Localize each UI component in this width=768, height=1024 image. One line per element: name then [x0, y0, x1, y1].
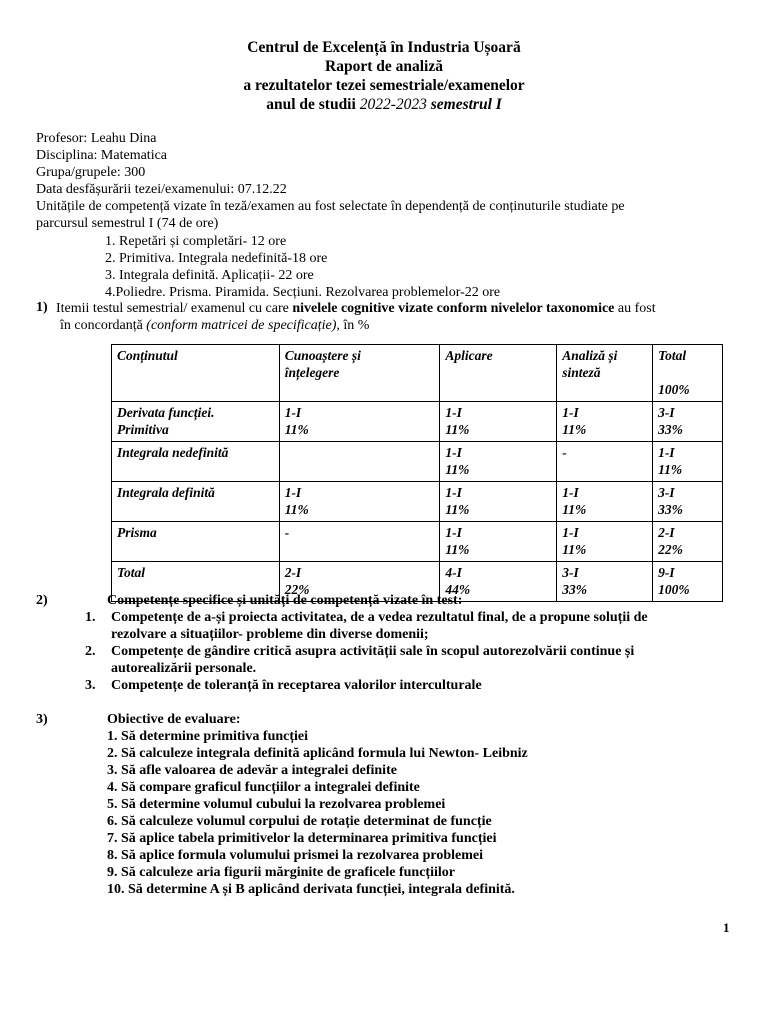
topic-item: 2. Primitiva. Integrala nedefinită-18 ore	[105, 251, 328, 266]
semester: semestrul I	[430, 96, 502, 113]
header-cell: Aplicare	[440, 345, 557, 402]
table-cell: 1-I 11%	[557, 402, 653, 442]
topic-item: 4.Poliedre. Prisma. Piramida. Secțiuni. Rezolvarea problemelor-22 ore	[105, 285, 501, 300]
table-cell: Prisma	[112, 522, 280, 562]
objective-item: 4. Să compare graficul funcțiilor a integralei definite	[107, 780, 420, 795]
table-cell: 1-I 11%	[440, 522, 557, 562]
table-cell: Total	[112, 562, 280, 602]
table-cell: 2-I 22%	[279, 562, 440, 602]
table-cell: 1-I 11%	[279, 482, 440, 522]
competence-item: Competențe de a-și proiecta activitatea, de a vedea rezultatul final, de a propune soluții de	[111, 610, 648, 625]
section-1-line1: Itemii testul semestrial/ examenul cu care nivelele cognitive vizate conform nivelelor taxonomice au fost	[56, 301, 656, 316]
table-cell: 1-I 11%	[557, 482, 653, 522]
table-cell: -	[279, 522, 440, 562]
table-cell: Integrala definită	[112, 482, 280, 522]
group: Grupa/grupele: 300	[36, 165, 146, 180]
section-1-number: 1)	[36, 300, 48, 315]
table-cell: 3-I 33%	[557, 562, 653, 602]
table-row	[112, 402, 723, 442]
competence-item: Competențe de toleranță în receptarea valorilor interculturale	[111, 678, 482, 693]
professor: Profesor: Leahu Dina	[36, 131, 157, 146]
objective-item: 8. Să aplice formula volumului prismei la rezolvarea problemei	[107, 848, 484, 863]
competence-item-cont: rezolvare a situațiilor- probleme din diverse domenii;	[111, 627, 429, 642]
objective-item: 9. Să calculeze aria figurii mărginite de graficele funcțiilor	[107, 865, 455, 880]
table-cell: Integrala nedefinită	[112, 442, 280, 482]
page-number: 1	[723, 920, 730, 935]
objective-item: 10. Să determine A și B aplicând derivata funcției, integrala definită.	[107, 882, 515, 897]
header-cell: Conținutul	[112, 345, 280, 402]
years: 2022-2023	[359, 96, 431, 113]
competence-item: Competențe de gândire critică asupra activității sale în scopul autorezolvării continue și	[111, 644, 635, 659]
section-3-heading: Obiective de evaluare:	[107, 712, 241, 727]
objective-item: 1. Să determine primitiva funcției	[107, 729, 309, 744]
table-row	[112, 442, 723, 482]
section-2-heading: Competențe specifice și unități de competență vizate în test:	[107, 593, 463, 608]
table-cell: 1-I 11%	[653, 442, 723, 482]
table-cell: 1-I 11%	[440, 442, 557, 482]
topic-item: 1. Repetări și completări- 12 ore	[105, 234, 287, 249]
table-cell	[279, 442, 440, 482]
list-number: 3.	[85, 678, 96, 693]
topic-item: 3. Integrala definită. Aplicații- 22 ore	[105, 268, 314, 283]
table-cell: 1-I 11%	[557, 522, 653, 562]
objective-item: 7. Să aplice tabela primitivelor la determinarea primitiva funcției	[107, 831, 497, 846]
objective-item: 6. Să calculeze volumul corpului de rotație determinat de funcție	[107, 814, 492, 829]
section-3-number: 3)	[36, 712, 48, 727]
table-cell: 3-I 33%	[653, 402, 723, 442]
section-1-line2: în concordanță (conform matricei de specificație), în %	[60, 318, 370, 333]
list-number: 1.	[85, 610, 96, 625]
units-intro-line2: parcursul semestrul I (74 de ore)	[36, 216, 219, 231]
header-cell: Total 100%	[653, 345, 723, 402]
table-cell: 3-I 33%	[653, 482, 723, 522]
table-cell: 4-I 44%	[440, 562, 557, 602]
exam-date: Data desfășurării tezei/examenului: 07.12.22	[36, 182, 287, 197]
table-row	[112, 522, 723, 562]
objective-item: 5. Să determine volumul cubului la rezolvarea problemei	[107, 797, 446, 812]
competence-item-cont: autorealizării personale.	[111, 661, 257, 676]
table-cell: Derivata funcției. Primitiva	[112, 402, 280, 442]
list-number: 2.	[85, 644, 96, 659]
header-cell: Analiză și sinteză	[557, 345, 653, 402]
objective-item: 2. Să calculeze integrala definită aplicând formula lui Newton- Leibniz	[107, 746, 528, 761]
units-intro-line1: Unitățile de competență vizate în teză/examen au fost selectate în dependență de conținuturile studiate pe	[36, 199, 625, 214]
table-row	[112, 482, 723, 522]
discipline: Disciplina: Matematica	[36, 148, 168, 163]
section-2-number: 2)	[36, 593, 48, 608]
table-cell: 1-I 11%	[440, 482, 557, 522]
table-cell: 1-I 11%	[440, 402, 557, 442]
table-cell: 1-I 11%	[279, 402, 440, 442]
institution-title: Centrul de Excelență în Industria Ușoară	[247, 39, 521, 56]
table-header-row	[112, 345, 723, 402]
header-cell: Cunoaștere și înțelegere	[279, 345, 440, 402]
table-cell: -	[557, 442, 653, 482]
report-subtitle: a rezultatelor tezei semestriale/examenelor	[243, 77, 525, 94]
table-cell: 2-I 22%	[653, 522, 723, 562]
year-line: anul de studii 2022-2023 semestrul I	[266, 96, 502, 113]
report-title: Raport de analiză	[325, 58, 443, 75]
table-cell: 9-I 100%	[653, 562, 723, 602]
specification-matrix	[111, 344, 723, 602]
objective-item: 3. Să afle valoarea de adevăr a integralei definite	[107, 763, 397, 778]
